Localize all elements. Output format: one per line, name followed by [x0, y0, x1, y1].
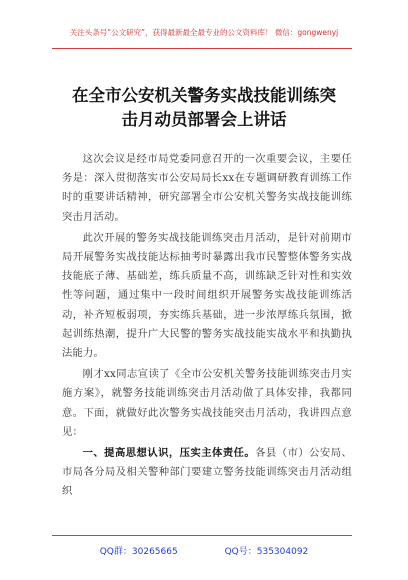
header-divider	[52, 48, 352, 49]
footer-divider	[52, 535, 352, 536]
document-title	[0, 84, 408, 132]
title-line-2: 击月动员部署会上讲话	[121, 110, 287, 129]
paragraph-1: 这次会议是经市局党委同意召开的一次重要会议，主要任务是：深入贯彻落实市公安局局长xx在专题调研教育训练工作时的重要讲话精神，研究部署全市公安机关警务实战技能训练突击月活动。	[62, 153, 352, 223]
title-line-1: 在全市公安机关警务实战技能训练突	[72, 86, 336, 105]
document-body	[62, 150, 352, 502]
section-text-1: 各县（市）公安局、市局各分局及相关警种部门要建立警务技能训练突击月活动组织	[62, 447, 352, 498]
paragraph-3: 刚才xx同志宣读了《全市公安机关警务技能训练突击月实施方案》，就警务技能训练突击月活动做了具体安排，我都同意。下面，就做好此次警务实战技能突击月活动，我讲四点意见：	[62, 368, 352, 438]
footer-qq: QQ号：535304092	[224, 547, 309, 557]
header-note: 关注头条号“公文研究”，获得最新最全最专业的公文资料库！ 微信：gongwenyj	[69, 28, 339, 37]
paragraph-4	[62, 444, 352, 502]
paragraph-2: 此次开展的警务实战技能训练突击月活动，是针对前期市局开展警务实战技能达标抽考时暴露出我市民警整体警务实战技能底子薄、基础差，练兵质量不高，训练缺乏针对性和实效性等问题，通过集中一段时间组织开展警务实战技能训练活动，补齐短板弱项，夯实练兵基础，进一步浓厚练兵氛围，掀起训练热潮，提升广大民警的警务实战技能实战水平和执勤执法能力。	[62, 231, 352, 360]
footer-qq-group: QQ群：30265665	[99, 547, 178, 557]
footer	[0, 544, 408, 557]
section-heading-1: 一、提高思想认识，压实主体责任。	[82, 447, 256, 460]
